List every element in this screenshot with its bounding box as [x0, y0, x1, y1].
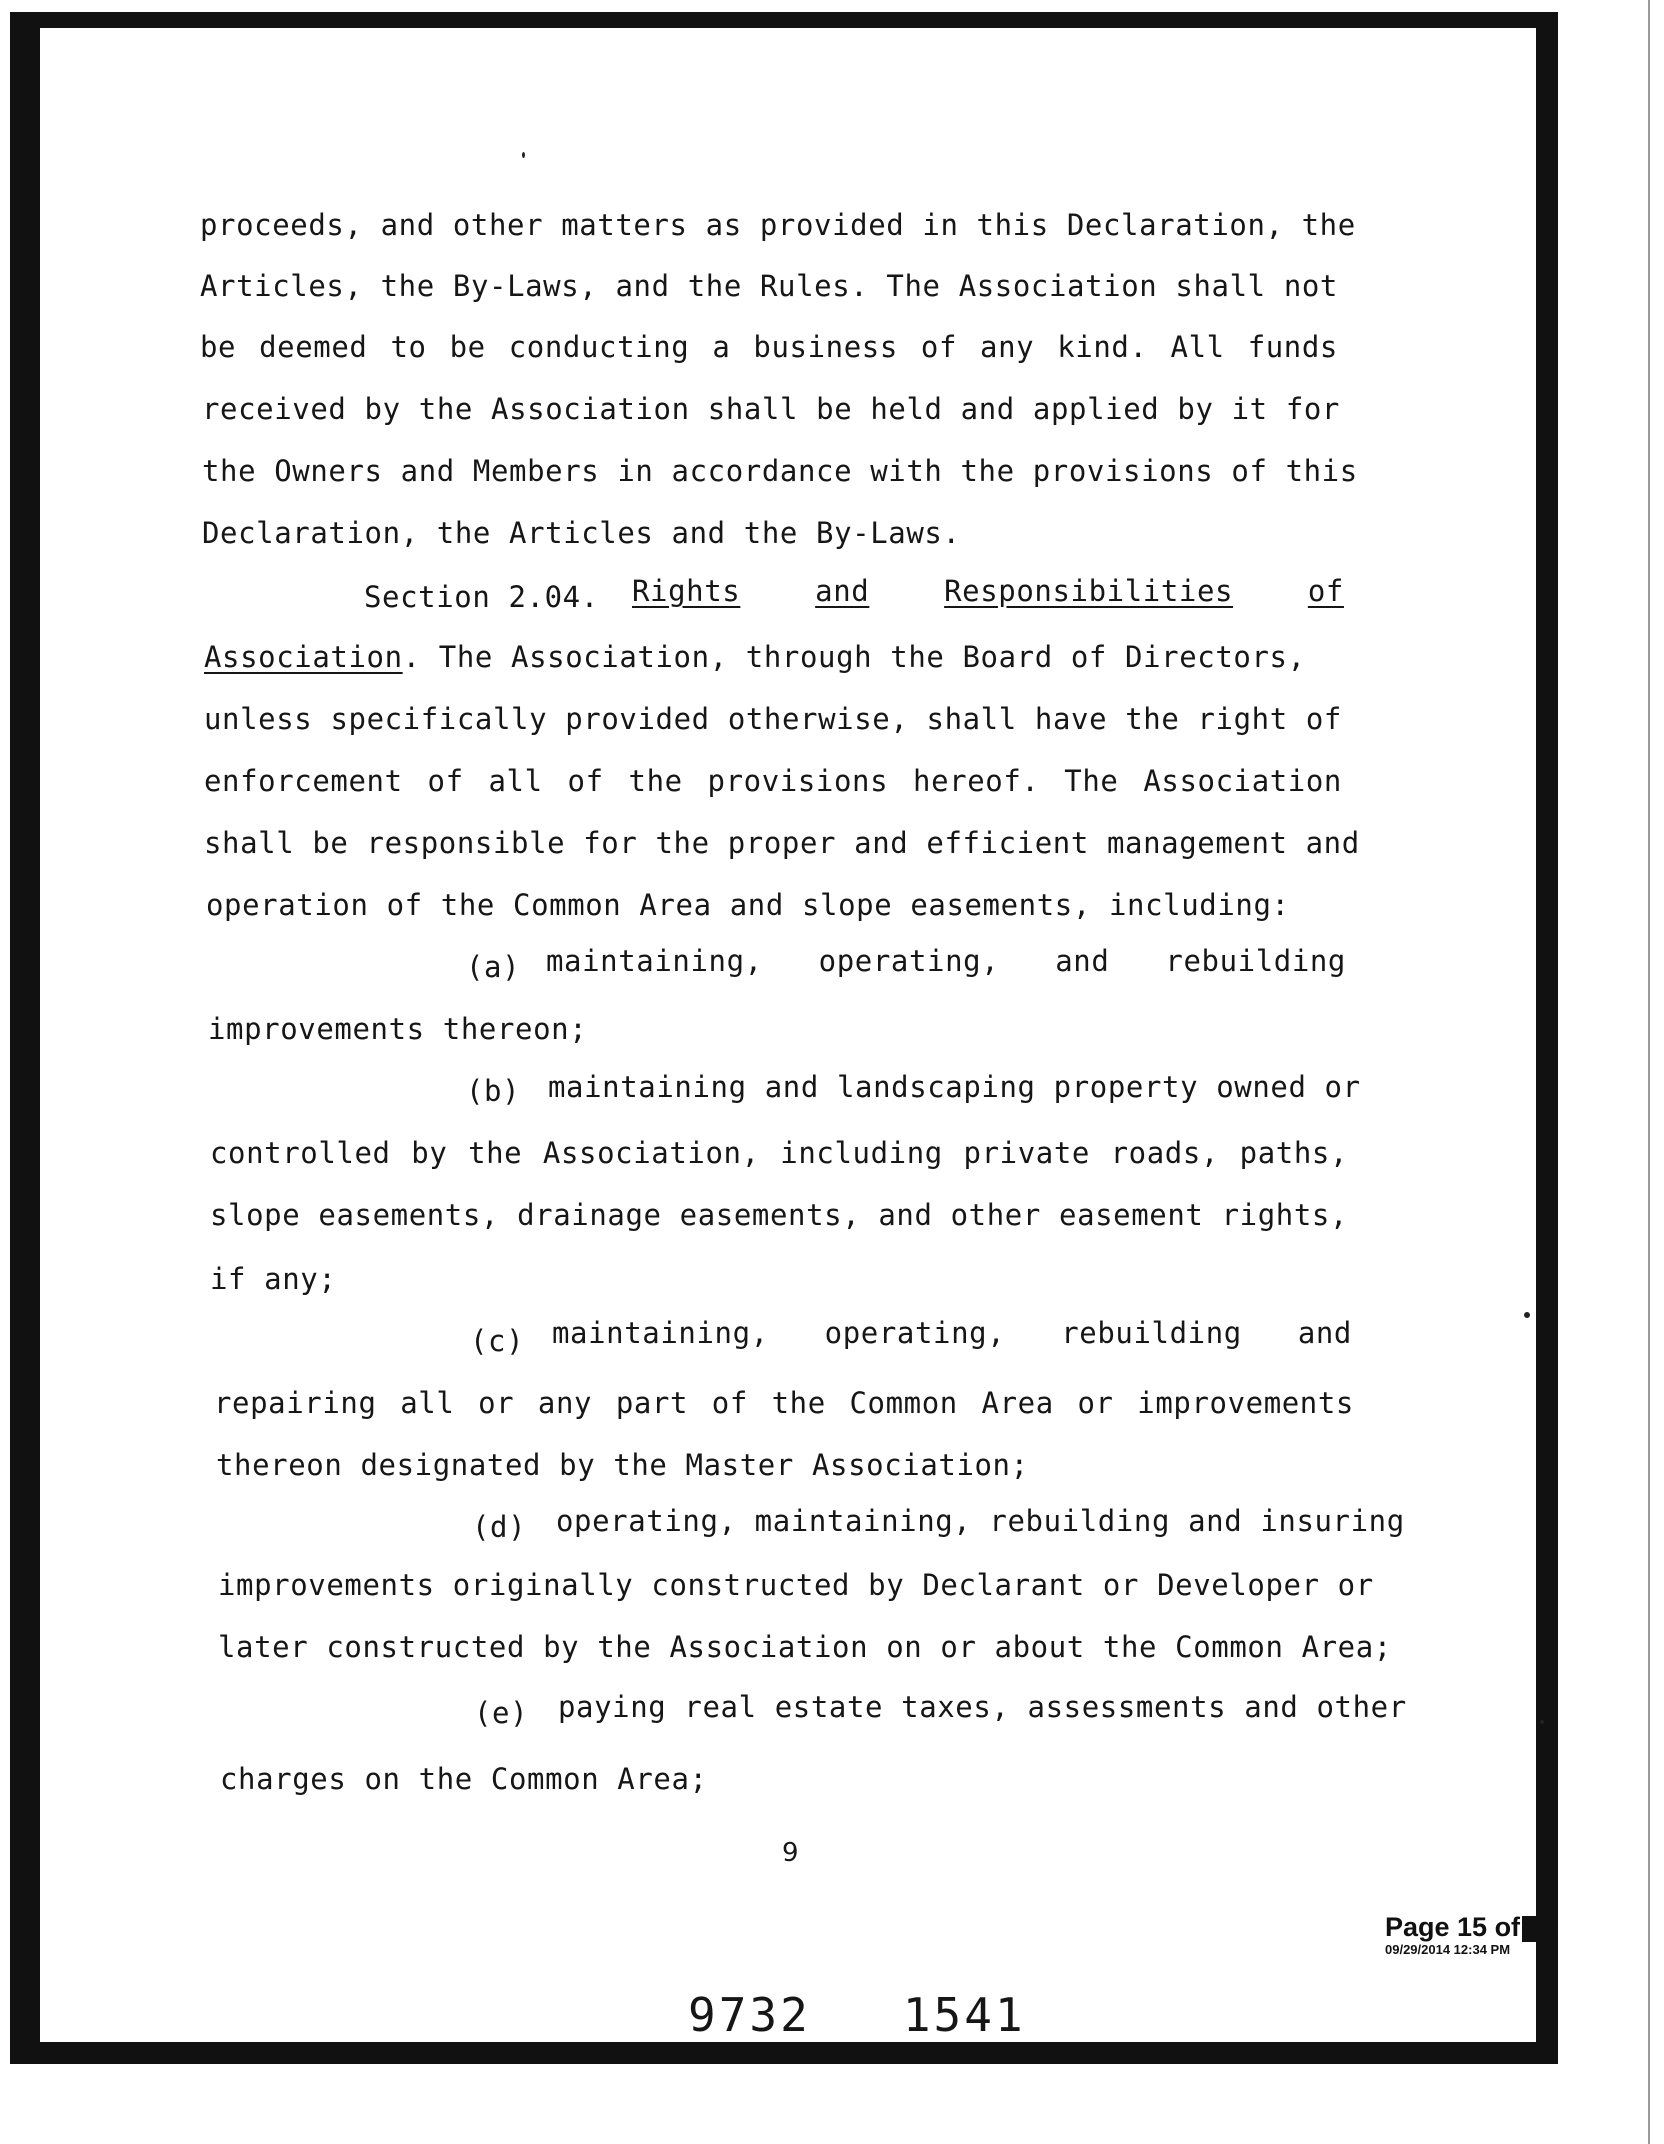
item-first-line: operating, maintaining, rebuilding and insuring [556, 1504, 1405, 1538]
item-label: (d) [472, 1510, 527, 1544]
item-line: controlled by the Association, including private roads, paths, [210, 1136, 1348, 1170]
stamp-page-label: Page 15 of [1385, 1912, 1521, 1942]
item-line: if any; [210, 1262, 337, 1296]
section-heading [632, 574, 1344, 608]
scan-speck [522, 152, 525, 158]
item-line: later constructed by the Association on or about the Common Area; [218, 1630, 1392, 1664]
item-first-line: maintaining, operating, rebuilding and [552, 1316, 1352, 1350]
body-line: operation of the Common Area and slope easements, including: [206, 888, 1290, 922]
section-first-line [204, 640, 1342, 674]
page-stamp [1385, 1912, 1553, 1958]
section-heading-word: Rights [632, 574, 741, 608]
item-first-line: paying real estate taxes, assessments and other [558, 1690, 1407, 1724]
item-line: improvements originally constructed by Declarant or Developer or [218, 1568, 1374, 1602]
section-text: . The Association, through the Board of Directors, [402, 640, 1306, 674]
page-number: 9 [782, 1838, 799, 1868]
item-label: (b) [466, 1074, 521, 1108]
section-heading-word: of [1307, 574, 1344, 608]
item-line: charges on the Common Area; [220, 1762, 708, 1796]
body-line: Declaration, the Articles and the By-Laws. [202, 516, 961, 550]
section-heading-word: and [815, 574, 870, 608]
scan-speck [1540, 1720, 1544, 1724]
scan-speck [1524, 1312, 1530, 1318]
item-line: thereon designated by the Master Association; [216, 1448, 1029, 1482]
item-label: (c) [470, 1324, 525, 1358]
body-line: unless specifically provided otherwise, shall have the right of [204, 702, 1342, 736]
stamp-page-tail: 1 [1538, 1912, 1554, 1942]
body-line: shall be responsible for the proper and efficient management and [204, 826, 1360, 860]
item-label: (e) [474, 1696, 529, 1730]
item-first-line: maintaining, operating, and rebuilding [546, 944, 1346, 978]
item-line: slope easements, drainage easements, and other easement rights, [210, 1198, 1348, 1232]
body-line: Articles, the By-Laws, and the Rules. The Association shall not [200, 269, 1338, 303]
body-line: proceeds, and other matters as provided in this Declaration, the [200, 208, 1356, 242]
item-line: repairing all or any part of the Common Area or improvements [214, 1386, 1354, 1420]
body-line: enforcement of all of the provisions hereof. The Association [204, 764, 1342, 798]
scan-edge-rule [1648, 0, 1650, 2144]
item-first-line: maintaining and landscaping property owned or [548, 1070, 1361, 1104]
body-line: received by the Association shall be held and applied by it for [202, 392, 1340, 426]
section-number: Section 2.04. [364, 580, 599, 614]
item-line: improvements thereon; [208, 1012, 588, 1046]
book-page-number: 9732 1541 [688, 1988, 1026, 2042]
section-heading-continued: Association [204, 640, 403, 674]
body-line: the Owners and Members in accordance with the provisions of this [202, 454, 1358, 488]
stamp-redaction-mark [1522, 1916, 1538, 1942]
item-label: (a) [466, 950, 521, 984]
body-line: be deemed to be conducting a business of any kind. All funds [200, 330, 1338, 364]
stamp-timestamp: 09/29/2014 12:34 PM [1385, 1942, 1511, 1957]
section-heading-word: Responsibilities [944, 574, 1234, 608]
